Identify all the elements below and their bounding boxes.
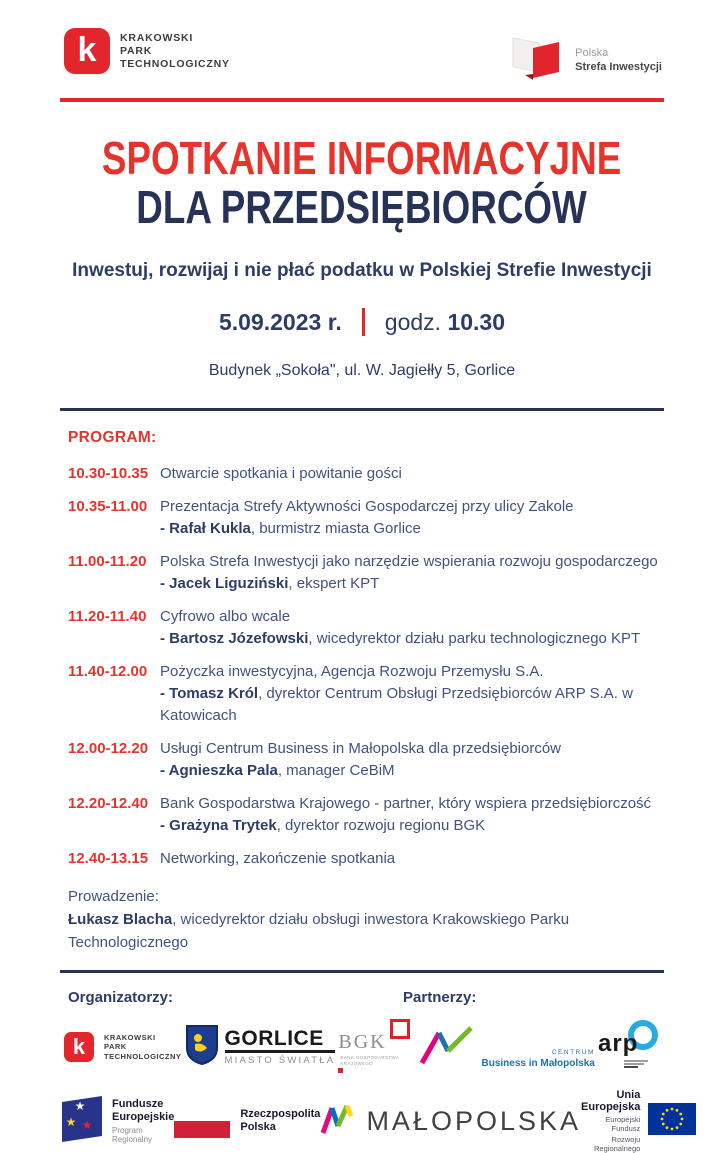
program-item-time: 11.20-11.40 bbox=[68, 608, 147, 625]
footer-logos-row2 bbox=[0, 1078, 724, 1152]
speaker-name: - Agnieszka Pala bbox=[160, 762, 278, 779]
gorlice-logo-text bbox=[225, 1028, 336, 1066]
program-item bbox=[68, 551, 664, 595]
psi-logo-line1: Polska bbox=[575, 46, 609, 59]
rzeczpospolita-polska-logo bbox=[174, 1104, 320, 1138]
kpt-logo-line1: KRAKOWSKI bbox=[120, 31, 194, 44]
speaker-name: - Rafał Kukla bbox=[160, 520, 251, 537]
event-time bbox=[385, 309, 505, 336]
host-role: , wicedyrektor działu obsługi inwestora Krakowskiego Parku Technologicznego bbox=[68, 911, 570, 951]
program-item-title: Pożyczka inwestycyjna, Agencja Rozwoju Przemysłu S.A. bbox=[160, 663, 544, 680]
bgk-name: BGK bbox=[338, 1031, 387, 1053]
program-heading: PROGRAM: bbox=[68, 429, 157, 446]
bgk-square-icon bbox=[390, 1019, 410, 1039]
program-item bbox=[68, 738, 664, 782]
ue-line3: Rozwoju Regionalnego bbox=[594, 1135, 641, 1153]
kpt-logo-icon: k bbox=[64, 28, 110, 74]
speaker-name: - Jacek Liguziński bbox=[160, 575, 289, 592]
arp-logo bbox=[598, 1020, 662, 1074]
event-date: 5.09.2023 r. bbox=[218, 308, 342, 335]
gorlice-logo bbox=[185, 1024, 336, 1071]
program-item-speaker bbox=[160, 573, 658, 595]
kpt-footer-line1: KRAKOWSKI bbox=[104, 1032, 156, 1042]
event-location: Budynek „Sokoła", ul. W. Jagiełły 5, Gorlice bbox=[208, 362, 516, 379]
fundusze-line1: Fundusze bbox=[112, 1098, 164, 1110]
page-title-line2 bbox=[0, 183, 724, 232]
psi-logo-line2: Strefa Inwestycji bbox=[575, 60, 662, 73]
program-item-time: 12.40-13.15 bbox=[68, 850, 149, 867]
program-item bbox=[68, 661, 664, 727]
title-block bbox=[0, 134, 724, 232]
svg-text:★: ★ bbox=[74, 1098, 86, 1113]
host-block bbox=[0, 881, 724, 954]
speaker-role: , ekspert KPT bbox=[288, 575, 380, 592]
program-item-title: Bank Gospodarstwa Krajowego - partner, który wspiera przedsiębiorczość bbox=[160, 795, 652, 812]
kpt-logo-text bbox=[120, 32, 230, 71]
rp-line2: Polska bbox=[240, 1121, 276, 1133]
business-in-malopolska-logo bbox=[419, 1024, 594, 1071]
malopolska-logo bbox=[320, 1102, 581, 1141]
program-item-time: 12.20-12.40 bbox=[68, 795, 149, 812]
kpt-footer-line2: PARK bbox=[104, 1042, 127, 1052]
header bbox=[0, 0, 724, 86]
kpt-footer-line3: TECHNOLOGICZNY bbox=[104, 1051, 182, 1061]
datetime-separator bbox=[362, 308, 365, 336]
bgk-dot-icon bbox=[338, 1068, 343, 1073]
page-title-line1 bbox=[0, 134, 724, 183]
ue-logo-text bbox=[581, 1089, 640, 1153]
svg-text:★: ★ bbox=[81, 1117, 93, 1132]
organizers-label: Organizatorzy: bbox=[68, 989, 174, 1006]
poland-flag-icon bbox=[174, 1104, 230, 1138]
arp-subtext-lines bbox=[624, 1060, 648, 1069]
rp-line1: Rzeczpospolita bbox=[240, 1108, 321, 1120]
program-item-speaker bbox=[160, 518, 574, 540]
footer-labels bbox=[0, 973, 724, 1006]
malopolska-name: MAŁOPOLSKA bbox=[366, 1105, 582, 1136]
speaker-role: , wicedyrektor działu parku technologicznego KPT bbox=[308, 630, 641, 647]
program-item-title: Cyfrowo albo wcale bbox=[160, 608, 291, 625]
speaker-name: - Tomasz Król bbox=[160, 685, 259, 702]
program-item bbox=[68, 496, 664, 540]
fundusze-line2: Europejskie bbox=[112, 1111, 175, 1123]
kpt-logo-line3: TECHNOLOGICZNY bbox=[120, 57, 230, 70]
program-item-speaker bbox=[160, 683, 664, 727]
kpt-logo bbox=[64, 28, 230, 74]
program-item-speaker bbox=[160, 628, 640, 650]
bgk-subtext-line2: KRAJOWEGO bbox=[340, 1060, 374, 1066]
program-item-time: 10.30-10.35 bbox=[68, 465, 149, 482]
datetime-row bbox=[0, 308, 724, 336]
gorlice-name: GORLICE bbox=[225, 1028, 336, 1053]
bgk-logo bbox=[338, 1019, 416, 1075]
cbim-zigzag-icon bbox=[419, 1024, 475, 1071]
program-item-time: 10.35-11.00 bbox=[68, 498, 148, 515]
program-item-speaker bbox=[160, 760, 561, 782]
unia-europejska-logo bbox=[581, 1089, 696, 1153]
footer-logos-row1 bbox=[0, 1006, 724, 1078]
fundusze-logo-text bbox=[112, 1098, 174, 1144]
event-time-label: godz. bbox=[384, 308, 448, 335]
program-item-time: 11.40-12.00 bbox=[68, 663, 148, 680]
speaker-role: , manager CeBiM bbox=[277, 762, 395, 779]
program-item-speaker bbox=[160, 815, 651, 837]
page-title-line2-text: DLA PRZEDSIĘBIORCÓW bbox=[136, 181, 588, 233]
ue-line1: Unia Europejska bbox=[581, 1089, 641, 1113]
psi-logo-text bbox=[575, 46, 662, 74]
malopolska-m-icon bbox=[320, 1102, 354, 1141]
cbim-line1: CENTRUM bbox=[551, 1048, 595, 1056]
fundusze-sub: Program Regionalny bbox=[112, 1126, 153, 1144]
program-item-time: 11.00-11.20 bbox=[68, 553, 147, 570]
host-name: Łukasz Blacha bbox=[68, 911, 173, 928]
fundusze-flag-icon bbox=[60, 1096, 104, 1147]
kpt-footer-logo-text bbox=[104, 1033, 181, 1062]
eu-flag-icon bbox=[648, 1103, 696, 1140]
psi-logo bbox=[507, 32, 662, 87]
cbim-line2: Business in Małopolska bbox=[481, 1057, 595, 1069]
program-item bbox=[68, 606, 664, 650]
program-item bbox=[68, 463, 664, 485]
page-title-line1-text: SPOTKANIE INFORMACYJNE bbox=[102, 132, 622, 184]
program-item-time: 12.00-12.20 bbox=[68, 740, 149, 757]
arp-name: arp bbox=[597, 1030, 639, 1057]
program-item-title: Polska Strefa Inwestycji jako narzędzie wspierania rozwoju gospodarczego bbox=[160, 553, 658, 570]
top-divider bbox=[60, 98, 664, 102]
gorlice-crest-icon bbox=[185, 1024, 219, 1071]
program-item bbox=[68, 793, 664, 837]
program-item-title: Networking, zakończenie spotkania bbox=[160, 850, 396, 867]
subtitle: Inwestuj, rozwijaj i nie płać podatku w Polskiej Strefie Inwestycji bbox=[72, 260, 652, 281]
kpt-footer-logo-icon: k bbox=[64, 1032, 94, 1062]
rp-logo-text bbox=[240, 1108, 320, 1134]
host-line bbox=[68, 908, 664, 954]
bgk-subtext-line1: BANK GOSPODARSTWA bbox=[340, 1055, 400, 1060]
speaker-role: , dyrektor rozwoju regionu BGK bbox=[276, 817, 486, 834]
program-item-title: Otwarcie spotkania i powitanie gości bbox=[160, 465, 402, 482]
kpt-footer-logo bbox=[64, 1032, 181, 1062]
svg-text:★: ★ bbox=[65, 1114, 77, 1129]
speaker-role: , dyrektor Centrum Obsługi Przedsiębiorców ARP S.A. w Katowicach bbox=[160, 685, 633, 724]
bgk-subtext bbox=[340, 1055, 399, 1066]
partners-label: Partnerzy: bbox=[403, 989, 477, 1006]
ue-line2: Europejski Fundusz bbox=[605, 1115, 641, 1133]
fundusze-europejskie-logo bbox=[60, 1096, 174, 1147]
speaker-name: - Bartosz Józefowski bbox=[160, 630, 309, 647]
gorlice-tagline: MIASTO ŚWIATŁA bbox=[224, 1055, 336, 1066]
kpt-logo-line2: PARK bbox=[120, 44, 153, 57]
cbim-logo-text bbox=[481, 1049, 594, 1071]
program-item-title: Prezentacja Strefy Aktywności Gospodarczej przy ulicy Zakole bbox=[160, 498, 574, 515]
speaker-role: , burmistrz miasta Gorlice bbox=[250, 520, 421, 537]
host-label: Prowadzenie: bbox=[68, 888, 159, 905]
program-item bbox=[68, 848, 664, 870]
program-section bbox=[0, 411, 724, 870]
program-item-title: Usługi Centrum Business in Małopolska dla przedsiębiorców bbox=[160, 740, 562, 757]
event-time-value: 10.30 bbox=[447, 308, 505, 335]
speaker-name: - Grażyna Trytek bbox=[160, 817, 277, 834]
psi-flag-icon bbox=[507, 32, 565, 87]
